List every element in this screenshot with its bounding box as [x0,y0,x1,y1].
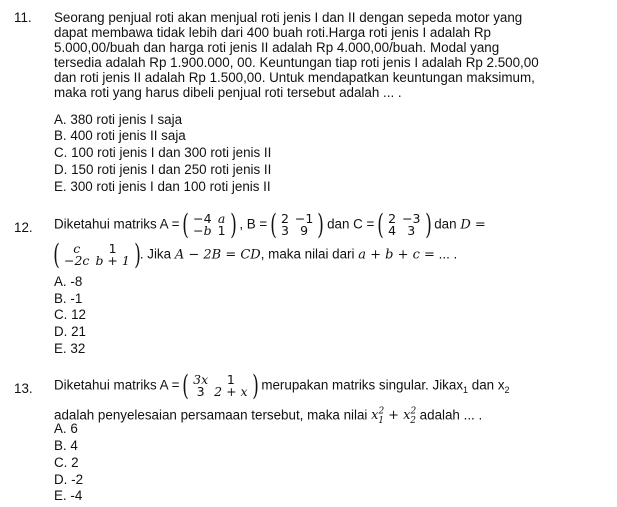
separator-d: dan [434,216,457,232]
question-text-line [54,369,510,402]
intro-text: Diketahui matriks A = [54,377,180,393]
option-d: D. 21 [54,324,87,339]
line2-tail: adalah ... . [419,407,483,423]
option-c: C. 100 roti jenis I dan 300 roti jenis II [54,145,272,160]
subscript-2: 2 [504,385,510,396]
matrix-a: ( −4 a −b 1 ) [182,208,237,241]
equation: A − 2B = CD [174,247,261,263]
option-e: E. 32 [54,341,86,356]
option-d: D. 150 roti jenis I dan 250 roti jenis II [54,162,272,177]
option-b: B. -1 [54,291,83,306]
expression: a + b + c = [358,247,435,263]
option-e: E. -4 [54,488,83,503]
question-text-line [54,208,486,241]
matrix-d: ( c 1 −2c b + 1 ) [53,238,141,271]
text-part-2: dan x [468,377,505,393]
option-d: D. -2 [54,472,84,487]
matrix-b: ( 2 −1 3 9 ) [270,208,325,241]
option-b: B. 4 [54,438,78,453]
matrix-c: ( 2 −3 4 3 ) [377,208,432,241]
intro-text: Diketahui matriks A = [54,216,180,232]
separator-c: dan C = [327,216,375,232]
question-number: 13. [14,381,33,396]
line2-text: adalah penyelesaian persamaan tersebut, maka nilai [54,407,368,423]
question-text-line: 5.000,00/buah dan harga roti jenis II adalah Rp 4.000,00/buah. Modal yang [54,40,500,55]
mid-text: , maka nilai dari [260,246,355,262]
jika-text: . Jika [139,246,172,262]
question-text-line: tersedia adalah Rp 1.900.000, 00. Keuntungan tiap roti jenis I adalah Rp 2.500,00 [54,55,539,70]
option-b: B. 400 roti jenis II saja [54,128,186,143]
tail-text: ... . [434,246,458,262]
option-a: A. -8 [54,274,83,289]
question-text-line: dan roti jenis II adalah Rp 1.500,00. Untuk mendapatkan keuntungan maksimum, [54,70,535,85]
option-c: C. 2 [54,455,79,470]
question-text-line: Seorang penjual roti akan menjual roti jenis I dan II dengan sepeda motor yang [54,10,523,25]
option-a: A. 380 roti jenis I saja [54,112,183,127]
question-text-line [53,238,458,271]
question-number: 11. [14,10,32,25]
subscript-1: 1 [463,385,469,396]
question-text-line [54,405,482,429]
option-a: A. 6 [54,421,78,436]
question-number: 12. [14,220,33,235]
var-d: D = [460,217,486,233]
option-c: C. 12 [54,307,87,322]
sum-of-squares: $x^2_1 + x^2_2$ [371,407,417,426]
separator-b: , B = [239,216,268,232]
option-e: E. 300 roti jenis I dan 100 roti jenis II [54,179,271,194]
question-text-line: maka roti yang harus dibeli penjual roti tersebut adalah ... . [54,85,402,100]
text-part-1: merupakan matriks singular. Jikax [261,377,464,393]
matrix-a: ( 3x 1 3 2 + x ) [182,369,259,402]
question-text-line: dapat membawa tidak lebih dari 400 buah roti.Harga roti jenis I adalah Rp [54,25,491,40]
